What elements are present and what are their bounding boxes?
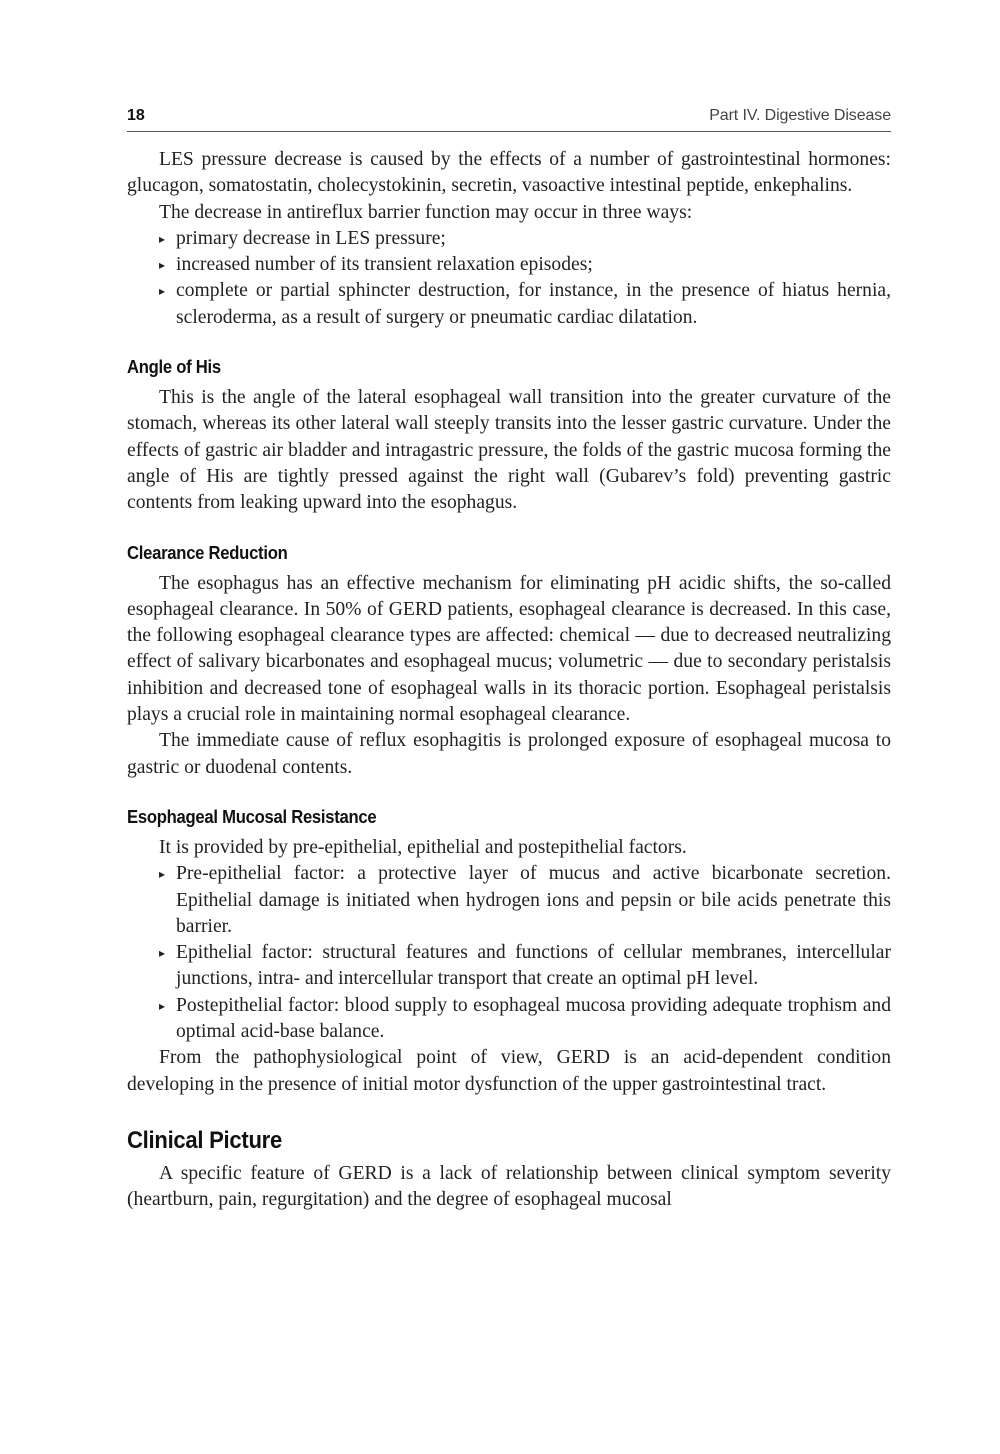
book-page <box>127 105 891 1214</box>
paragraph: This is the angle of the lateral esophageal wall transition into the greater curvature of the stomach, whereas its other lateral wall steeply transits into the lesser gastric curvature. Under the effects of gastric air bladder and intragastric pressure, the folds of the gastric mucosa forming the angle of His are tightly pressed against the right wall (Gubarev’s fold) preventing gastric contents from leaking upward into the esophagus. <box>127 387 891 514</box>
running-header <box>127 105 891 132</box>
mucosal-resistance-section <box>127 805 891 1098</box>
intro-section <box>127 147 891 331</box>
chapter-heading: Clinical Picture <box>127 1126 282 1154</box>
paragraph: A specific feature of GERD is a lack of relationship between clinical symptom severity (heartburn, pain, regurgitation) and the degree of esophageal mucosal <box>127 1162 891 1211</box>
triangle-bullet-icon: ▸ <box>159 867 166 882</box>
section-heading: Esophageal Mucosal Resistance <box>127 805 377 827</box>
paragraph: The immediate cause of reflux esophagitis is prolonged exposure of esophageal mucosa to gastric or duodenal contents. <box>127 730 891 778</box>
list-item-text: complete or partial sphincter destruction, for instance, in the presence of hiatus hernia, scleroderma, as a result of surgery or pneumatic cardiac dilatation. <box>176 280 891 328</box>
list-item <box>127 940 891 993</box>
list-item <box>127 226 891 252</box>
list-item-text: increased number of its transient relaxation episodes; <box>176 254 593 276</box>
list-item-text: primary decrease in LES pressure; <box>176 227 446 249</box>
triangle-bullet-icon: ▸ <box>159 946 166 961</box>
list-item-text: Pre-epithelial factor: a protective layer of mucus and active bicarbonate secretion. Epithelial damage is initiated when hydrogen ions and pepsin or bile acids penetrate this barrier. <box>176 863 891 937</box>
bullet-list <box>127 861 891 1045</box>
paragraph: The esophagus has an effective mechanism for eliminating pH acidic shifts, the so-called esophageal clearance. In 50% of GERD patients, esophageal clearance is decreased. In this case, the following esophageal clearance types are affected: chemical — due to decreased neutralizing effect of salivary bicarbonates and esophageal mucus; volumetric — due to secondary peristalsis inhibition and decreased tone of esophageal walls in its thoracic portion. Esophageal peristalsis plays a crucial role in maintaining normal esophageal clearance. <box>127 572 891 726</box>
clinical-picture-section <box>127 1126 891 1214</box>
section-heading: Clearance Reduction <box>127 541 288 563</box>
part-title: Part IV. Digestive Disease <box>709 107 891 124</box>
clearance-reduction-section <box>127 541 891 781</box>
paragraph: From the pathophysiological point of view, GERD is an acid-dependent condition developing in the presence of initial motor dysfunction of the upper gastrointestinal tract. <box>127 1047 891 1095</box>
page-number: 18 <box>127 107 145 124</box>
triangle-bullet-icon: ▸ <box>159 284 166 299</box>
angle-of-his-section <box>127 355 891 516</box>
section-heading: Angle of His <box>127 356 221 378</box>
triangle-bullet-icon: ▸ <box>159 998 166 1013</box>
paragraph: LES pressure decrease is caused by the effects of a number of gastrointestinal hormones: glucagon, somatostatin, cholecystokinin, secretin, vasoactive intestinal peptide, enkephalins. <box>127 149 891 197</box>
list-item-text: Postepithelial factor: blood supply to esophageal mucosa providing adequate trophism and optimal acid-base balance. <box>176 994 891 1043</box>
list-item <box>127 278 891 331</box>
list-item-text: Epithelial factor: structural features and functions of cellular membranes, intercellular junctions, intra- and intercellular transport that create an optimal pH level. <box>176 942 891 990</box>
list-item <box>127 861 891 940</box>
paragraph: The decrease in antireflux barrier function may occur in three ways: <box>159 201 693 223</box>
list-item <box>127 993 891 1046</box>
triangle-bullet-icon: ▸ <box>159 231 166 246</box>
list-item <box>127 252 891 278</box>
bullet-list <box>127 226 891 331</box>
triangle-bullet-icon: ▸ <box>159 258 166 273</box>
paragraph: It is provided by pre-epithelial, epithelial and postepithelial factors. <box>159 836 687 858</box>
